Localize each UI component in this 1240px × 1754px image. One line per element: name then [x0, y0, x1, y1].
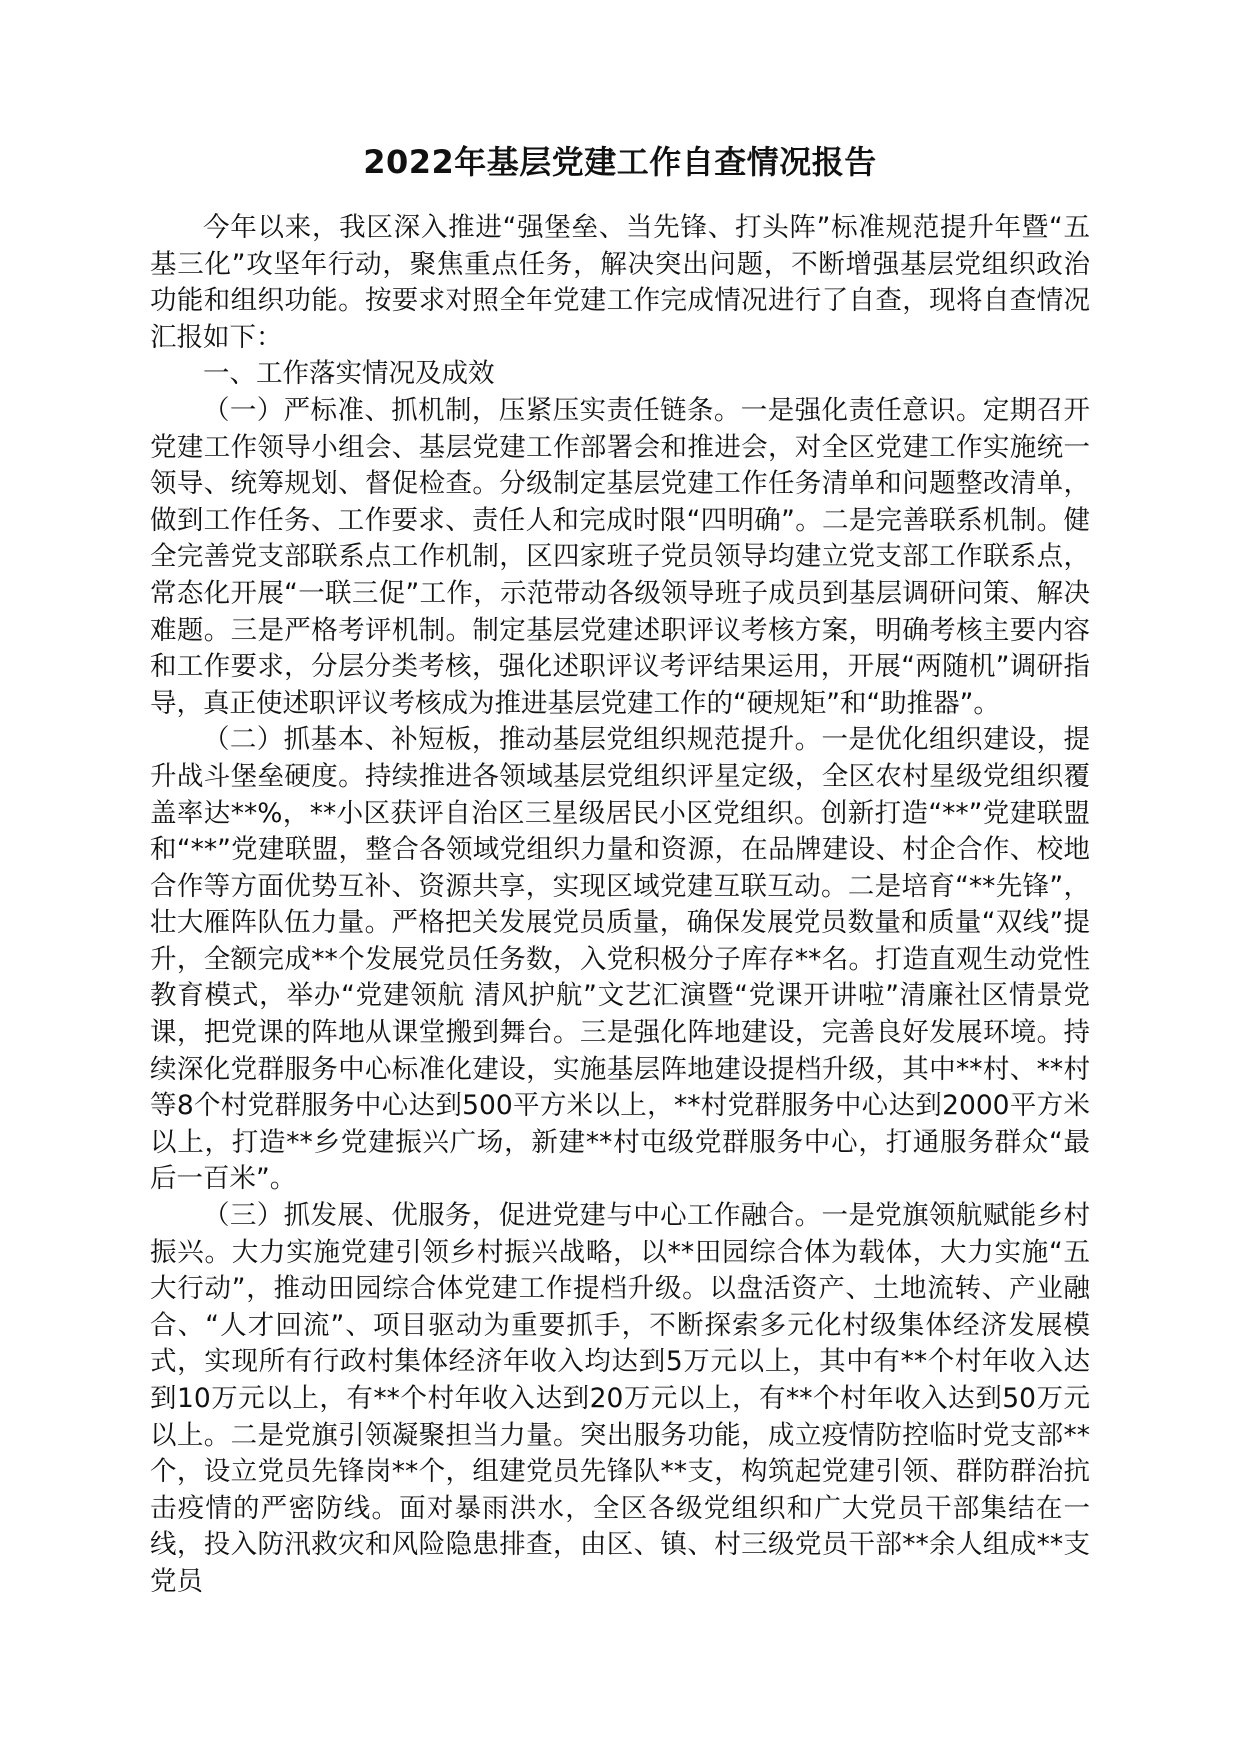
paragraph-3: （三）抓发展、优服务，促进党建与中心工作融合。一是党旗领航赋能乡村振兴。大力实施党建引领乡村振兴战略，以**田园综合体为载体，大力实施“五大行动”，推动田园综合体党建工作提档升级。以盘活资产、土地流转、产业融合、“人才回流”、项目驱动为重要抓手，不断探索多元化村级集体经济发展模式，实现所有行政村集体经济年收入均达到5万元以上，其中有**个村年收入达到10万元以上，有**个村年收入达到20万元以上，有**个村年收入达到50万元以上。二是党旗引领凝聚担当力量。突出服务功能，成立疫情防控临时党支部**个，设立党员先锋岗**个，组建党员先锋队**支，构筑起党建引领、群防群治抗击疫情的严密防线。面对暴雨洪水，全区各级党组织和广大党员干部集结在一线，投入防汛救灾和风险隐患排查，由区、镇、村三级党员干部**余人组成**支党员	[150, 1200, 1090, 1597]
intro-paragraph: 今年以来，我区深入推进“强堡垒、当先锋、打头阵”标准规范提升年暨“五基三化”攻坚年行动，聚焦重点任务，解决突出问题，不断增强基层党组织政治功能和组织功能。按要求对照全年党建工作完成情况进行了自查，现将自查情况汇报如下：	[150, 212, 1090, 353]
document-title: 2022年基层党建工作自查情况报告	[363, 143, 877, 181]
paragraph-1: （一）严标准、抓机制，压紧压实责任链条。一是强化责任意识。定期召开党建工作领导小组会、基层党建工作部署会和推进会，对全区党建工作实施统一领导、统筹规划、督促检查。分级制定基层党建工作任务清单和问题整改清单，做到工作任务、工作要求、责任人和完成时限“四明确”。二是完善联系机制。健全完善党支部联系点工作机制，区四家班子党员领导均建立党支部工作联系点，常态化开展“一联三促”工作，示范带动各级领导班子成员到基层调研问策、解决难题。三是严格考评机制。制定基层党建述职评议考核方案，明确考核主要内容和工作要求，分层分类考核，强化述职评议考评结果运用，开展“两随机”调研指导，真正使述职评议考核成为推进基层党建工作的“硬规矩”和“助推器”。	[150, 394, 1090, 719]
document-page	[150, 140, 1090, 1601]
paragraph-2: （二）抓基本、补短板，推动基层党组织规范提升。一是优化组织建设，提升战斗堡垒硬度。持续推进各领域基层党组织评星定级，全区农村星级党组织覆盖率达**%，**小区获评自治区三星级居民小区党组织。创新打造“**”党建联盟和“**”党建联盟，整合各领域党组织力量和资源，在品牌建设、村企合作、校地合作等方面优势互补、资源共享，实现区域党建互联互动。二是培育“**先锋”，壮大雁阵队伍力量。严格把关发展党员质量，确保发展党员数量和质量“双线”提升，全额完成**个发展党员任务数，入党积极分子库存**名。打造直观生动党性教育模式，举办“党建领航 清风护航”文艺汇演暨“党课开讲啦”清廉社区情景党课，把党课的阵地从课堂搬到舞台。三是强化阵地建设，完善良好发展环境。持续深化党群服务中心标准化建设，实施基层阵地建设提档升级，其中**村、**村等8个村党群服务中心达到500平方米以上，**村党群服务中心达到2000平方米以上，打造**乡党建振兴广场，新建**村屯级党群服务中心，打通服务群众“最后一百米”。	[150, 724, 1090, 1195]
section-heading: 一、工作落实情况及成效	[203, 358, 495, 390]
